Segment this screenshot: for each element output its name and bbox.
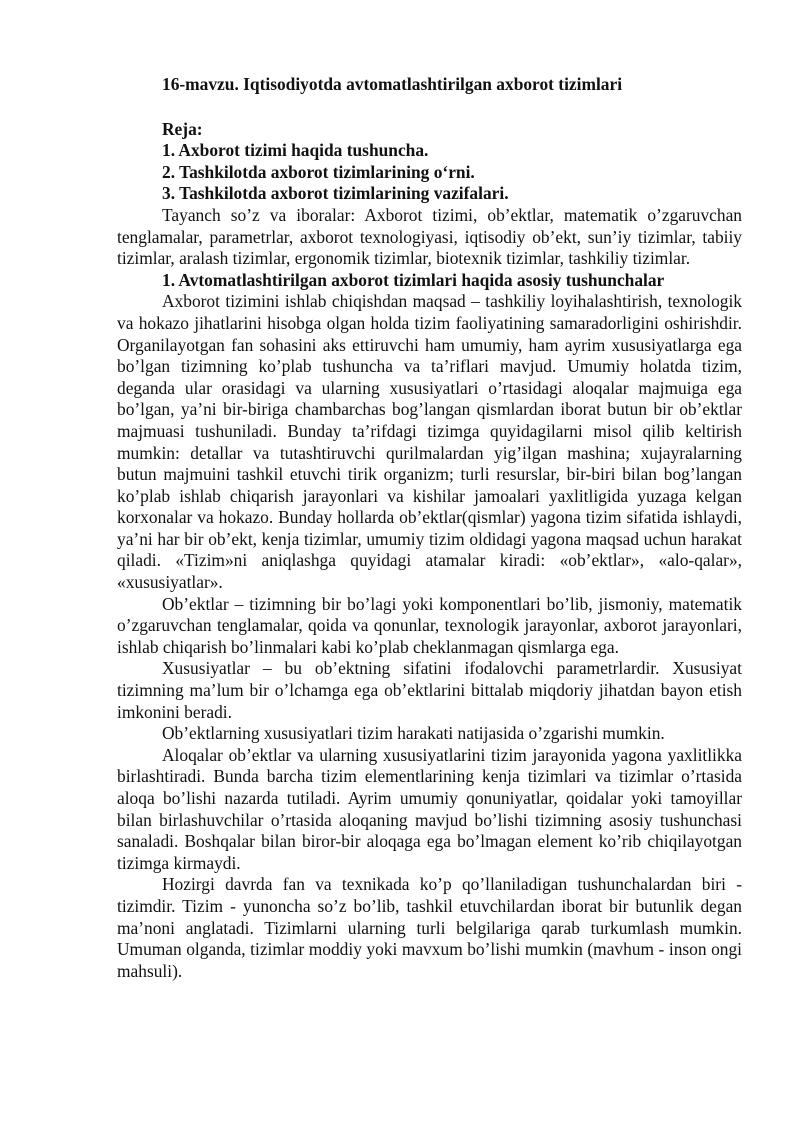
body-paragraph: Ob’ektlar – tizimning bir bo’lagi yoki komponentlari bo’lib, jismoniy, matematik o’zgaruvchan tenglamalar, qoida va qonunlar, texnologik jarayonlar, axborot jarayonlari, ishlab chiqarish bo’linmalari kabi ko’plab cheklanmagan qismlarga ega.: [117, 593, 742, 657]
plan-item: 1. Axborot tizimi haqida tushuncha.: [162, 140, 429, 161]
section-heading: 1. Avtomatlashtirilgan axborot tizimlari haqida asosiy tushunchalar: [162, 269, 665, 290]
plan-item: 3. Tashkilotda axborot tizimlarining vazifalari.: [162, 183, 509, 204]
plan-label: Reja:: [162, 118, 203, 139]
body-paragraph: Hozirgi davrda fan va texnikada ko’p qo’llaniladigan tushunchalardan biri - tizimdir. Tizim - yunoncha so’z bo’lib, tashkil etuvchilardan iborat bir butunlik degan ma’noni anglatadi. Tizimlarni ularning turli belgilariga qarab turkumlash mumkin. Umuman olganda, tizimlar moddiy yoki mavxum bo’lishi mumkin (mavhum - inson ongi mahsuli).: [117, 874, 742, 981]
document-title: 16-mavzu. Iqtisodiyotda avtomatlashtirilgan axborot tizimlari: [162, 74, 623, 94]
body-paragraph: Aloqalar ob’ektlar va ularning xususiyatlarini tizim jarayonida yagona yaxlitlikka birlashtiradi. Bunda barcha tizim elementlarining kenja tizimlari va tizimlar o’rtasida aloqa bo’lishi nazarda tutiladi. Ayrim umumiy qonuniyatlar, qoidalar yoki tamoyillar bilan birlashuvchilar o’rtasida aloqaning mavjud bo’lishi tizimning asosiy tushunchasi sanaladi. Boshqalar bilan biror-bir aloqaga ega bo’lmagan element ko’rib chiqilayotgan tizimga kirmaydi.: [117, 744, 742, 873]
keywords-paragraph: Tayanch so’z va iboralar: Axborot tizimi, ob’ektlar, matematik o’zgaruvchan tenglamalar, parametrlar, axborot texnologiyasi, iqtisodiy ob’ekt, sun’iy tizimlar, tabiiy tizimlar, aralash tizimlar, ergonomik tizimlar, biotexnik tizimlar, tashkiliy tizimlar.: [117, 204, 742, 269]
plan-item: 2. Tashkilotda axborot tizimlarining o‘rni.: [162, 161, 475, 182]
body-paragraph: Axborot tizimini ishlab chiqishdan maqsad – tashkiliy loyihalashtirish, texnologik va hokazo jihatlarini hisobga olgan holda tizim faoliyatining samaradorligini oshirishdir. Organilayotgan fan sohasini aks ettiruvchi ham umumiy, ham ayrim xususiyatlarga ega bo’lgan tizimning ko’plab tushuncha va ta’riflari mavjud. Umumiy holatda tizim, deganda ular orasidagi va ularning xususiyatlari o’rtasidagi aloqalar majmuiga ega bo’lgan, ya’ni bir-biriga chambarchas bog’langan qismlardan iborat butun bir ob’ektlar majmuasi tushuniladi. Bunday ta’rifdagi tizimga quyidagilarni misol qilib keltirish mumkin: detallar va tutashtiruvchi qurilmalardan yig’ilgan mashina; xujayralarning butun majmuini tashkil etuvchi tirik organizm; turli resurslar, bir-biri bilan bog’langan ko’plab ishlab chiqarish jarayonlari va kishilar jamoalari yaxlitligida yuzaga kelgan korxonalar va hokazo. Bunday hollarda ob’ektlar(qismlar) yagona tizim sifatida ishlaydi, ya’ni har bir ob’ekt, kenja tizimlar, umumiy tizim oldidagi yagona maqsad uchun harakat qiladi. «Tizim»ni aniqlashga quyidagi atamalar kiradi: «ob’ektlar», «alo-qalar», «xususiyatlar».: [117, 291, 742, 593]
body-paragraph: Xususiyatlar – bu ob’ektning sifatini ifodalovchi parametrlardir. Xususiyat tizimning ma’lum bir o’lchamga ega ob’ektlarini bittalab miqdoriy jihatdan bayon etish imkonini beradi.: [117, 658, 742, 722]
plan-block: [162, 119, 742, 205]
body-paragraph: Ob’ektlarning xususiyatlari tizim harakati natijasida o’zgarishi mumkin.: [162, 723, 665, 744]
